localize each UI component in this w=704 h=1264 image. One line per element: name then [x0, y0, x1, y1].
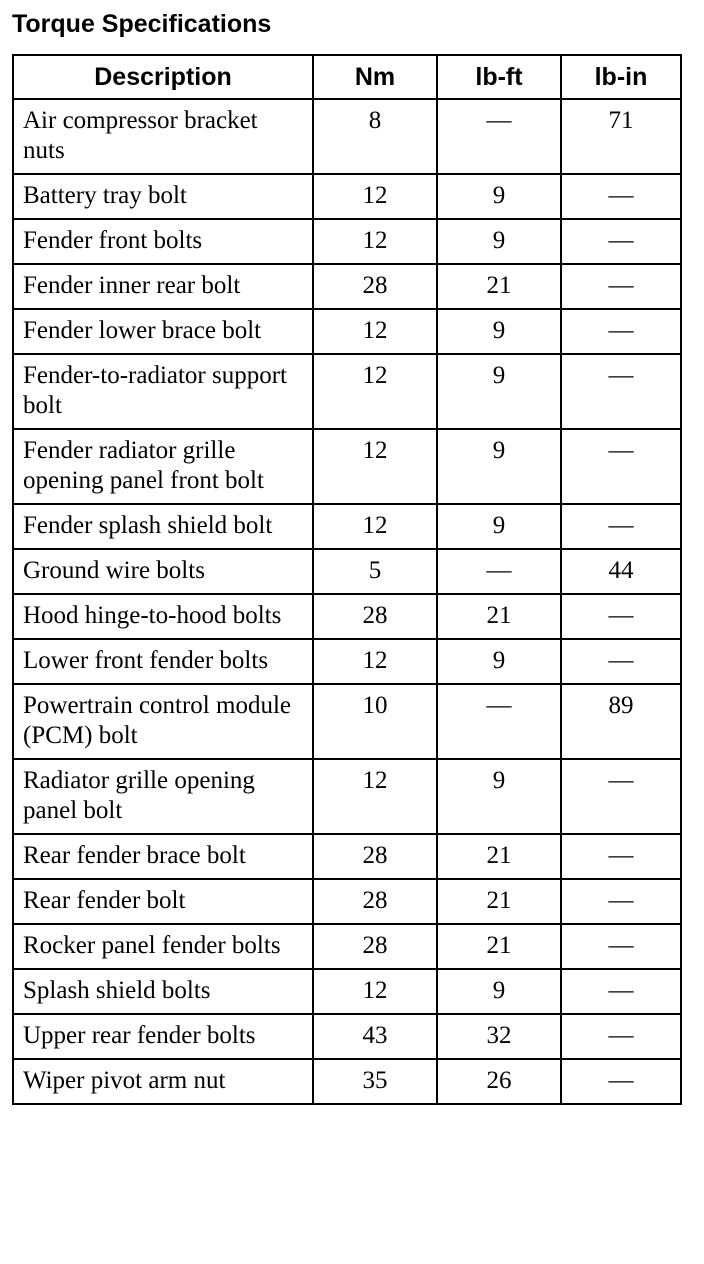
cell-description: Fender radiator grille opening panel front bolt: [13, 429, 313, 504]
cell-description: Splash shield bolts: [13, 969, 313, 1014]
table-row: [13, 969, 681, 1014]
cell-description: Fender inner rear bolt: [13, 264, 313, 309]
cell-lb-in: —: [561, 1014, 681, 1059]
cell-lb-in: —: [561, 1059, 681, 1104]
cell-lb-in: 89: [561, 684, 681, 759]
cell-description: Wiper pivot arm nut: [13, 1059, 313, 1104]
table-row: [13, 834, 681, 879]
cell-lb-in: —: [561, 174, 681, 219]
cell-nm: 8: [313, 99, 437, 174]
table-row: [13, 504, 681, 549]
cell-lb-ft: —: [437, 684, 561, 759]
cell-lb-ft: 9: [437, 759, 561, 834]
cell-description: Battery tray bolt: [13, 174, 313, 219]
cell-description: Powertrain control module (PCM) bolt: [13, 684, 313, 759]
cell-nm: 43: [313, 1014, 437, 1059]
cell-lb-in: —: [561, 969, 681, 1014]
cell-description: Rocker panel fender bolts: [13, 924, 313, 969]
cell-description: Rear fender bolt: [13, 879, 313, 924]
header-row: [13, 55, 681, 99]
cell-nm: 10: [313, 684, 437, 759]
cell-description: Fender-to-radiator support bolt: [13, 354, 313, 429]
table-row: [13, 309, 681, 354]
cell-lb-ft: —: [437, 549, 561, 594]
cell-lb-ft: 9: [437, 639, 561, 684]
cell-description: Upper rear fender bolts: [13, 1014, 313, 1059]
cell-lb-in: 71: [561, 99, 681, 174]
table-row: [13, 594, 681, 639]
cell-nm: 12: [313, 219, 437, 264]
cell-nm: 12: [313, 174, 437, 219]
cell-nm: 35: [313, 1059, 437, 1104]
cell-nm: 28: [313, 879, 437, 924]
cell-lb-ft: 21: [437, 834, 561, 879]
table-row: [13, 639, 681, 684]
cell-lb-ft: 9: [437, 504, 561, 549]
table-row: [13, 219, 681, 264]
table-row: [13, 174, 681, 219]
cell-nm: 12: [313, 354, 437, 429]
cell-nm: 12: [313, 309, 437, 354]
table-row: [13, 924, 681, 969]
torque-spec-table: [12, 54, 682, 1105]
cell-lb-in: —: [561, 354, 681, 429]
cell-description: Fender front bolts: [13, 219, 313, 264]
cell-description: Fender lower brace bolt: [13, 309, 313, 354]
column-header-lb-ft: lb-ft: [437, 55, 561, 99]
cell-lb-ft: 9: [437, 969, 561, 1014]
cell-nm: 12: [313, 504, 437, 549]
cell-description: Lower front fender bolts: [13, 639, 313, 684]
table-row: [13, 264, 681, 309]
page-title: Torque Specifications: [12, 10, 272, 38]
cell-lb-in: 44: [561, 549, 681, 594]
cell-lb-in: —: [561, 219, 681, 264]
table-row: [13, 1059, 681, 1104]
cell-nm: 12: [313, 429, 437, 504]
table-row: [13, 879, 681, 924]
table-row: [13, 429, 681, 504]
cell-lb-ft: 9: [437, 309, 561, 354]
cell-nm: 28: [313, 264, 437, 309]
table-row: [13, 684, 681, 759]
cell-lb-in: —: [561, 309, 681, 354]
cell-lb-ft: 21: [437, 924, 561, 969]
cell-lb-in: —: [561, 759, 681, 834]
table-row: [13, 549, 681, 594]
column-header-lb-in: lb-in: [561, 55, 681, 99]
cell-nm: 28: [313, 594, 437, 639]
cell-lb-ft: 9: [437, 174, 561, 219]
cell-lb-in: —: [561, 264, 681, 309]
cell-lb-ft: 26: [437, 1059, 561, 1104]
cell-lb-in: —: [561, 924, 681, 969]
cell-description: Hood hinge-to-hood bolts: [13, 594, 313, 639]
cell-nm: 12: [313, 639, 437, 684]
cell-lb-ft: —: [437, 99, 561, 174]
table-row: [13, 1014, 681, 1059]
cell-description: Rear fender brace bolt: [13, 834, 313, 879]
cell-description: Fender splash shield bolt: [13, 504, 313, 549]
column-header-description: Description: [13, 55, 313, 99]
cell-lb-ft: 9: [437, 429, 561, 504]
cell-lb-ft: 21: [437, 594, 561, 639]
cell-description: Ground wire bolts: [13, 549, 313, 594]
table-row: [13, 99, 681, 174]
cell-lb-in: —: [561, 639, 681, 684]
cell-lb-ft: 9: [437, 354, 561, 429]
cell-lb-in: —: [561, 834, 681, 879]
table-body: [13, 99, 681, 1104]
cell-lb-ft: 32: [437, 1014, 561, 1059]
cell-lb-in: —: [561, 879, 681, 924]
table-row: [13, 759, 681, 834]
cell-lb-ft: 21: [437, 879, 561, 924]
cell-nm: 28: [313, 834, 437, 879]
cell-lb-in: —: [561, 504, 681, 549]
cell-description: Air compressor bracket nuts: [13, 99, 313, 174]
cell-lb-ft: 21: [437, 264, 561, 309]
cell-lb-in: —: [561, 594, 681, 639]
cell-lb-in: —: [561, 429, 681, 504]
cell-nm: 5: [313, 549, 437, 594]
cell-description: Radiator grille opening panel bolt: [13, 759, 313, 834]
cell-lb-ft: 9: [437, 219, 561, 264]
cell-nm: 12: [313, 759, 437, 834]
cell-nm: 12: [313, 969, 437, 1014]
column-header-nm: Nm: [313, 55, 437, 99]
cell-nm: 28: [313, 924, 437, 969]
table-row: [13, 354, 681, 429]
